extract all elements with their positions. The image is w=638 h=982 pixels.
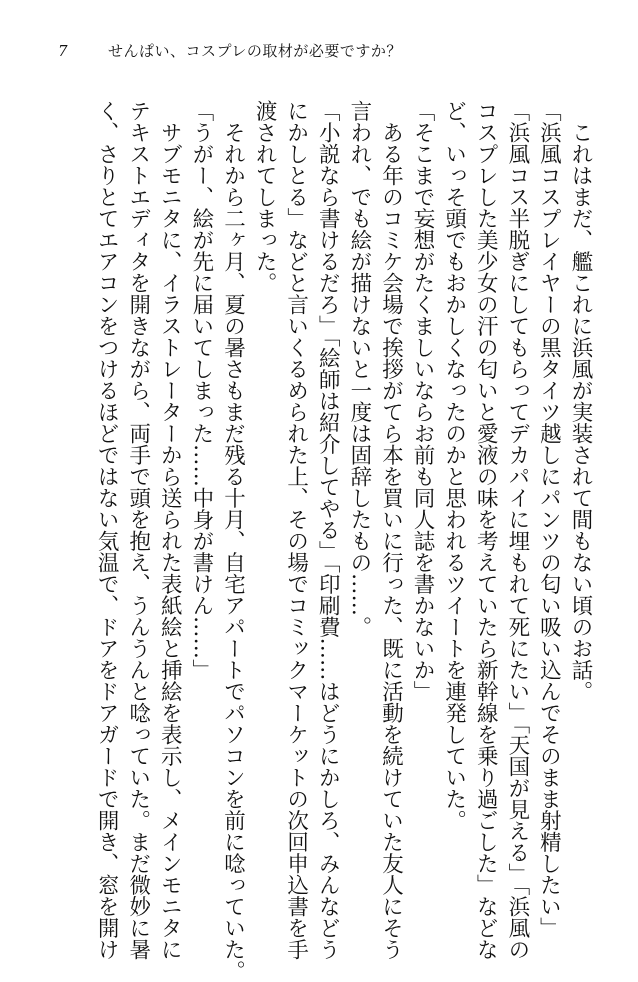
text-line: これはまだ、艦これに浜風が実装されて間もない頃のお話。	[568, 100, 593, 702]
text-line: 「小説なら書けるだろ」「絵師は紹介してやる」「印刷費……はどうにかしろ、みんなどう	[315, 100, 341, 960]
text-line: ど、いっそ頭でもおかしくなったのかと思われるツイートを連発していた。	[441, 100, 467, 831]
text-line: 「そこまで妄想がたくましいならお前も同人誌を書かないか」	[410, 100, 436, 702]
text-line: サブモニタに、イラストレーターから送られた表紙絵と挿絵を表示し、メインモニタに	[157, 100, 183, 960]
text-line: 渡されてしまった。	[252, 100, 278, 294]
running-header-title: せんぱい、コスプレの取材が必要ですか？	[108, 42, 402, 60]
body-text	[91, 100, 597, 982]
text-line: コスプレした美少女の汗の匂いと愛液の味を考えていたら新幹線を乗り過ごした」などな	[473, 100, 499, 960]
page-number: 7	[58, 42, 68, 60]
text-line: にかしとる」などと言いくるめられた上、その場でコミックマーケットの次回申込書を手	[283, 100, 309, 960]
text-line: 「うがー、絵が先に届いてしまった……中身が書けん……」	[188, 100, 214, 681]
text-line: 「浜風コス半脱ぎにしてもらってデカパイに埋もれて死にたい」「天国が見える」「浜風の	[504, 100, 530, 960]
text-line: く、さりとてエアコンをつけるほどではない気温で、ドアをドアガードで開き、窓を開け	[94, 100, 120, 960]
text-line: それから二ヶ月、夏の暑さもまだ残る十月、自宅アパートでパソコンを前に唸っていた。	[220, 100, 246, 982]
text-line: ある年のコミケ会場で挨拶がてら本を買いに行った、既に活動を続けていた友人にそう	[378, 100, 404, 960]
text-line: 「浜風コスプレイヤーの黒タイツ越しにパンツの匂い吸い込んでそのまま射精したい」	[536, 100, 562, 939]
text-line: 言われ、でも絵が描けないと一度は固辞したもの……。	[346, 100, 372, 638]
text-line: テキストエディタを開きながら、両手で頭を抱え、うんうんと唸っていた。まだ微妙に暑	[125, 100, 151, 960]
